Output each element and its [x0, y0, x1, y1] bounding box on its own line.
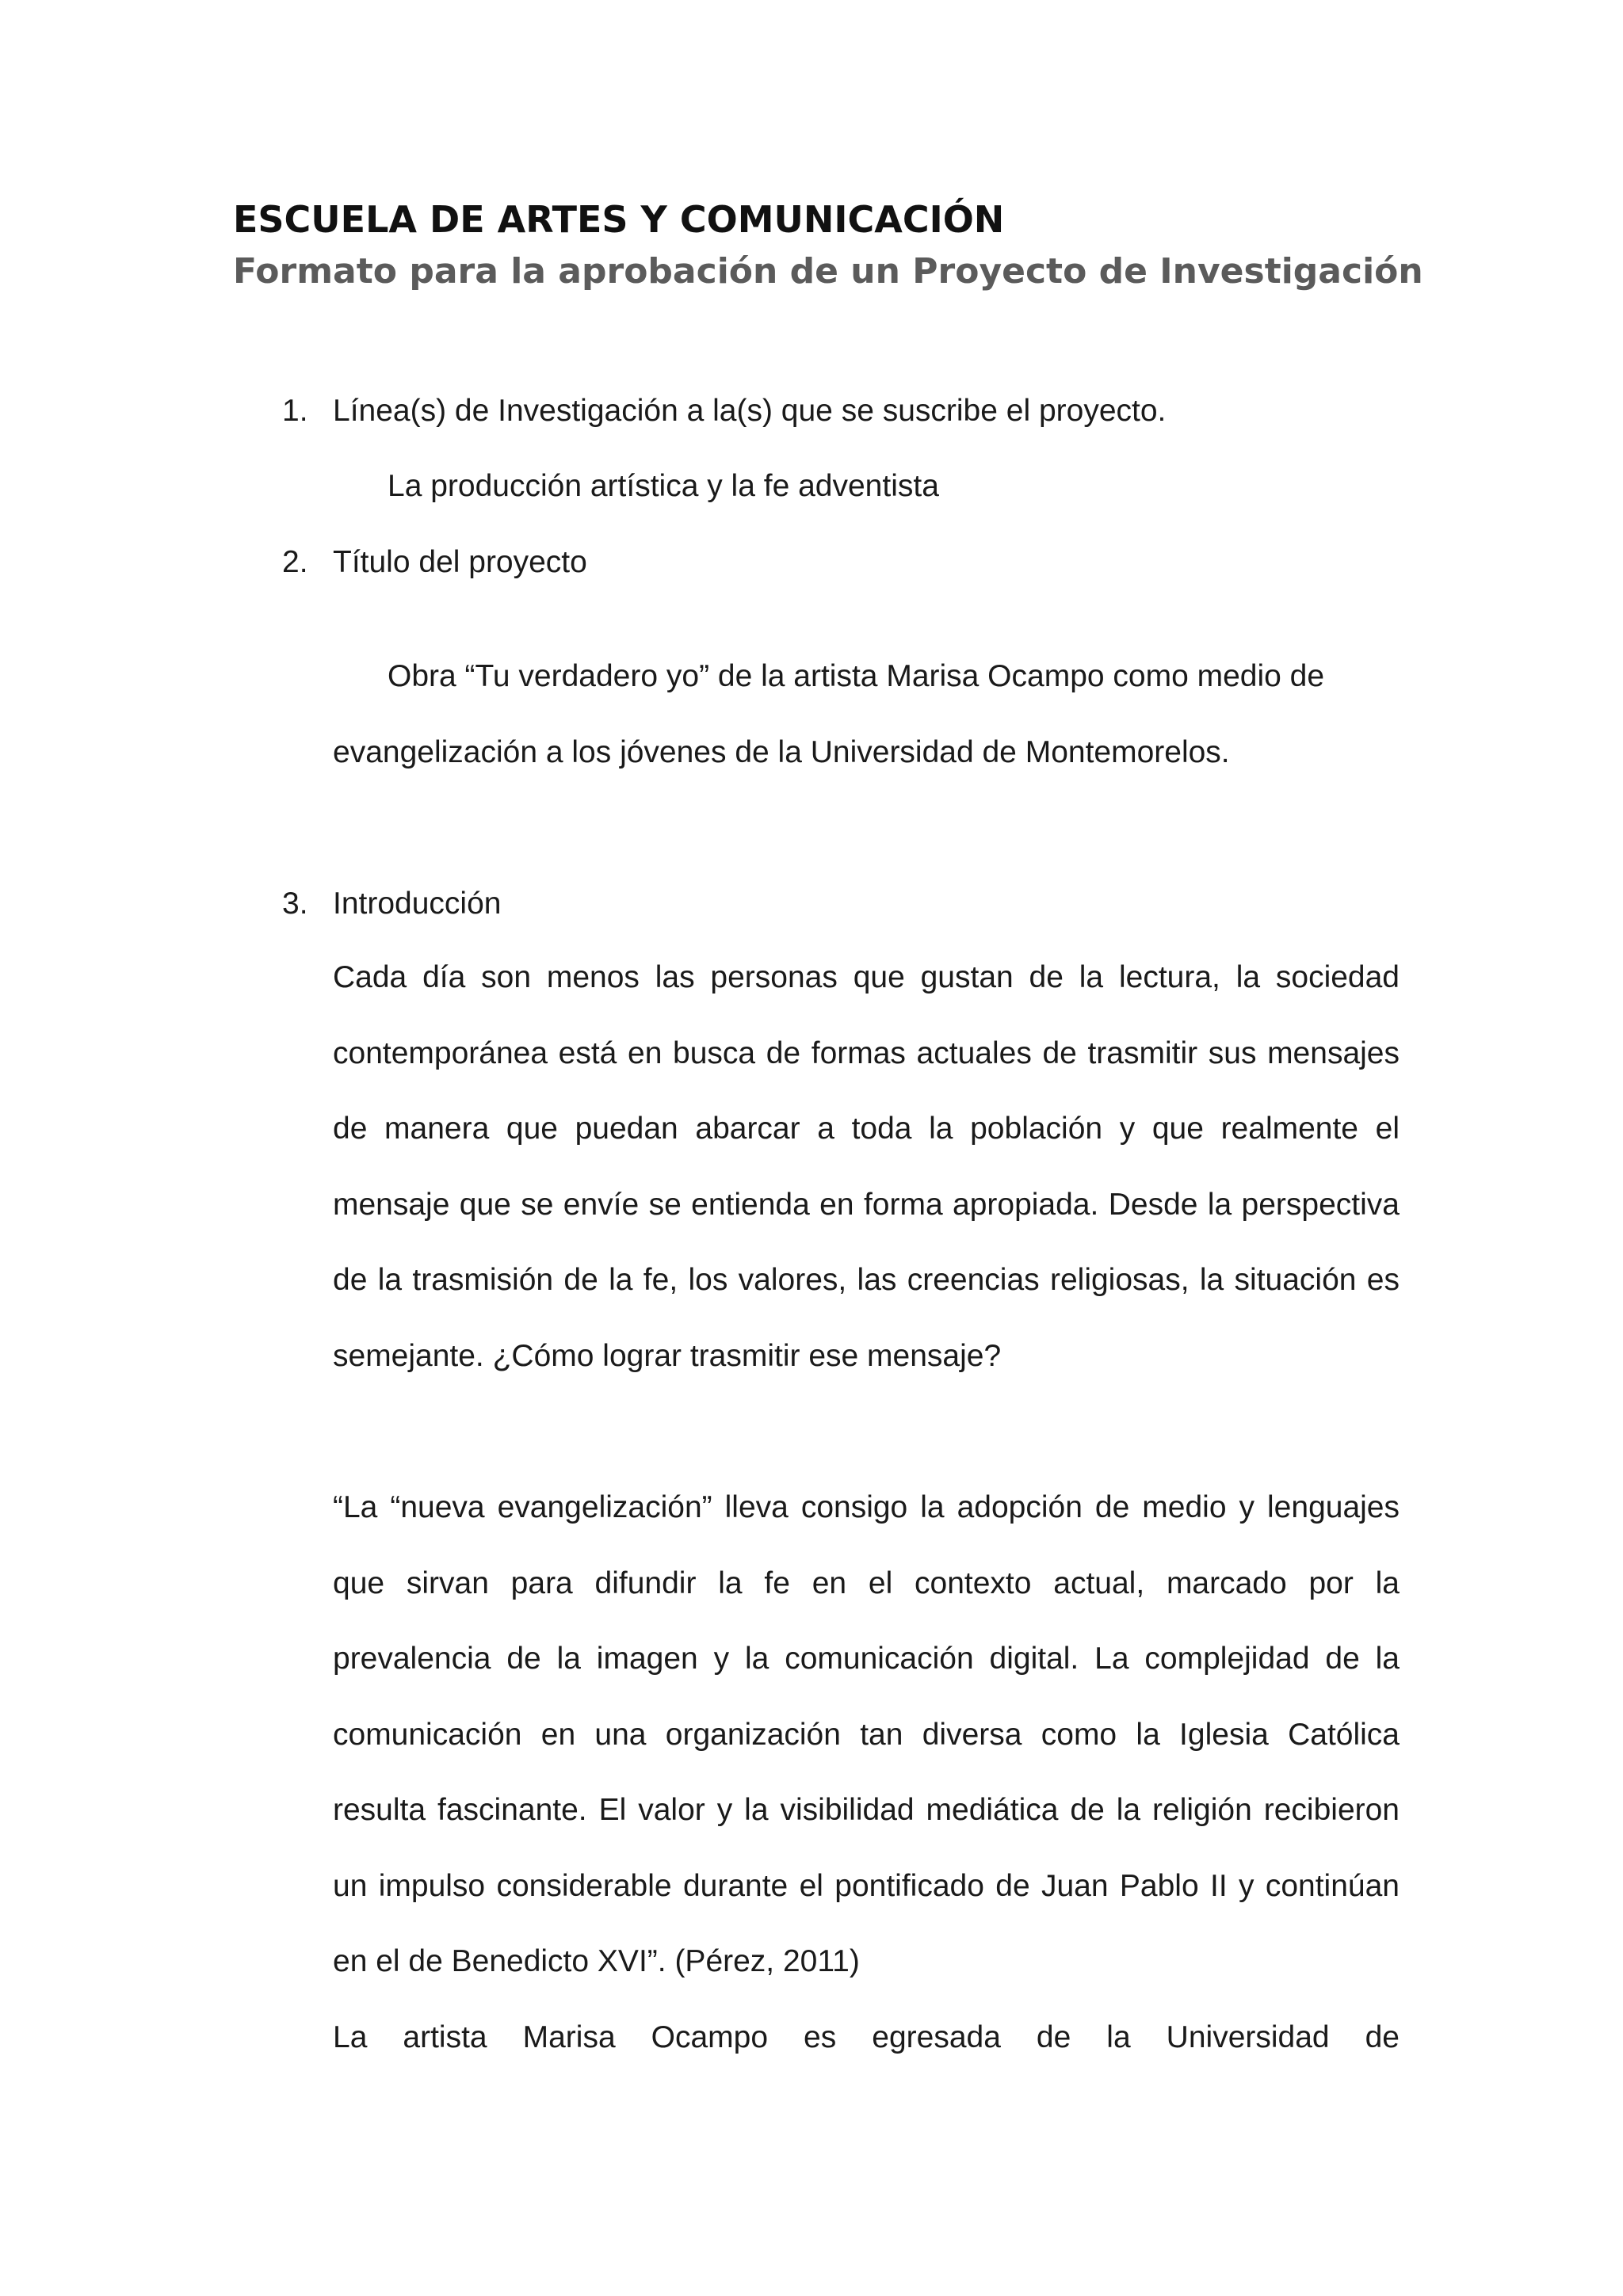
section-2-title-line-2: evangelización a los jóvenes de la Universidad de Montemorelos.: [333, 735, 1230, 769]
section-1-number: 1.: [282, 394, 308, 428]
school-title: ESCUELA DE ARTES Y COMUNICACIÓN: [233, 198, 1005, 241]
form-subtitle: Formato para la aprobación de un Proyecto de Investigación: [233, 251, 1423, 292]
intro-paragraph-2: “La “nueva evangelización” lleva consigo la adopción de medio y lenguajes que sirvan para difundir la fe en el contexto actual, marcado por la prevalencia de la imagen y la comunicación digital. La complejidad de la comunicación en una organización tan diversa como la Iglesia Católica resulta fascinante. El valor y la visibilidad mediática de la religión recibieron un impulso considerable durante el pontificado de Juan Pablo II y continúan en el de Benedicto XVI”. (Pérez, 2011): [333, 1490, 1400, 1978]
section-1-value: La producción artística y la fe adventista: [388, 469, 939, 503]
section-2-title-line-1: Obra “Tu verdadero yo” de la artista Marisa Ocampo como medio de: [388, 659, 1325, 693]
section-3-heading: Introducción: [333, 887, 502, 921]
intro-paragraph-1: Cada día son menos las personas que gustan de la lectura, la sociedad contemporánea está en busca de formas actuales de trasmitir sus mensajes de manera que puedan abarcar a toda la población y que realmente el mensaje que se envíe se entienda en forma apropiada. Desde la perspectiva de la trasmisión de la fe, los valores, las creencias religiosas, la situación es semejante. ¿Cómo lograr trasmitir ese mensaje?: [333, 960, 1400, 1373]
section-1-heading: Línea(s) de Investigación a la(s) que se suscribe el proyecto.: [333, 394, 1167, 428]
section-3-number: 3.: [282, 887, 308, 921]
intro-paragraph-3: La artista Marisa Ocampo es egresada de la Universidad de: [333, 2020, 1400, 2054]
section-2-number: 2.: [282, 545, 308, 579]
section-2-heading: Título del proyecto: [333, 545, 587, 579]
